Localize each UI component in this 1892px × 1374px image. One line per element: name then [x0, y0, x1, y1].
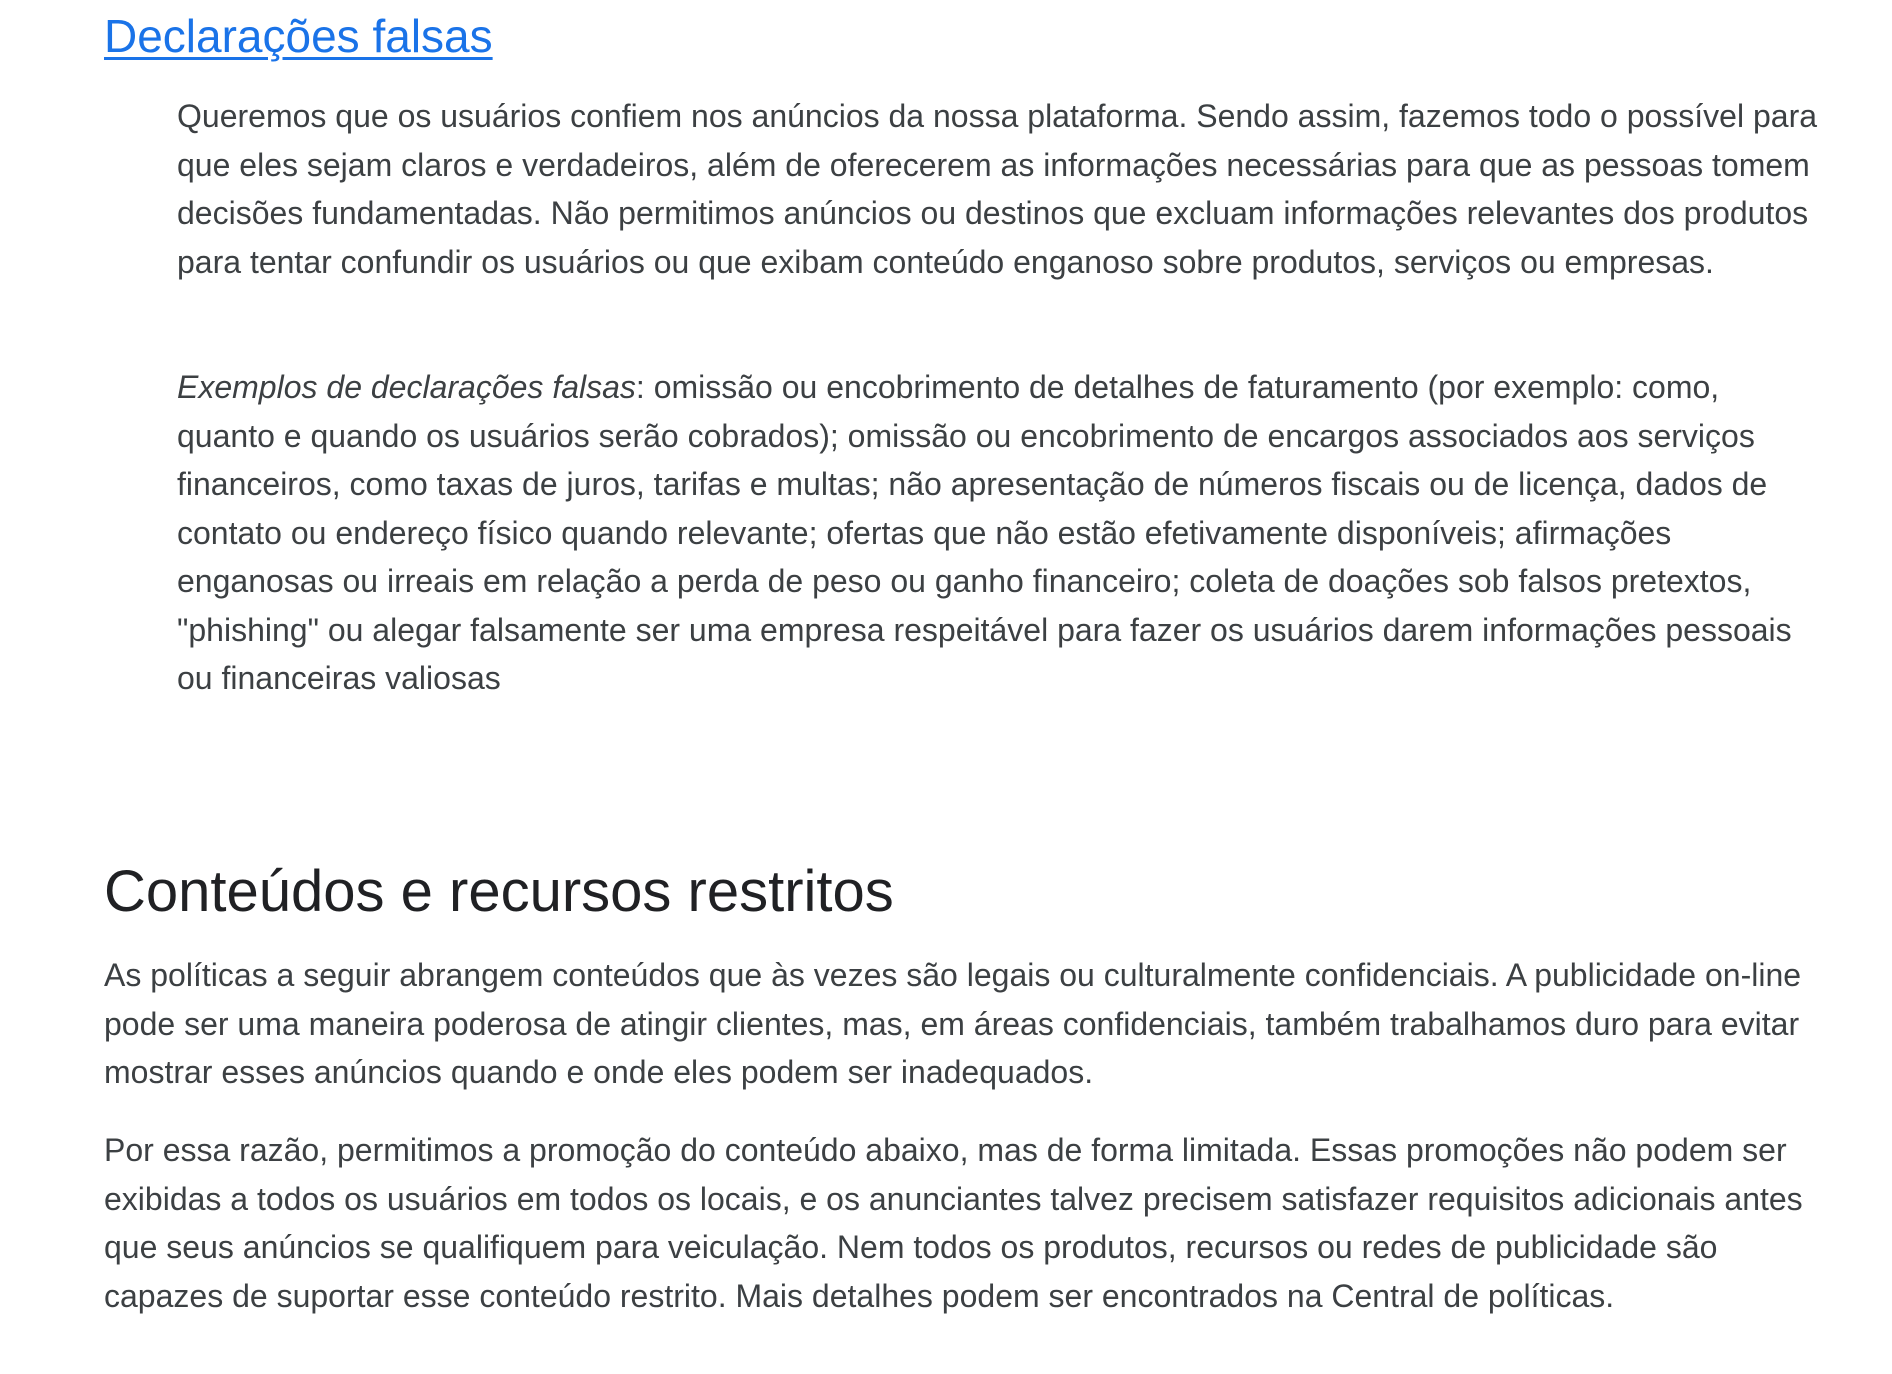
misrepresentation-link[interactable]: Declarações falsas — [104, 10, 493, 62]
restricted-paragraph-1: As políticas a seguir abrangem conteúdos que às vezes são legais ou culturalmente confidenciais. A publicidade on-line pode ser uma maneira poderosa de atingir clientes, mas, em áreas confidenciais, também trabalhamos duro para evitar mostrar esses anúncios quando e onde eles podem ser inadequados. — [104, 957, 1802, 1090]
restricted-content-heading: Conteúdos e recursos restritos — [104, 859, 894, 924]
examples-text: : omissão ou encobrimento de detalhes de faturamento (por exemplo: como, quanto e quando os usuários serão cobrados); omissão ou encobrimento de encargos associados aos serviços financeiros, como taxas de juros, tarifas e multas; não apresentação de números fiscais ou de licença, dados de contato ou endereço físico quando relevante; ofertas que não estão efetivamente disponíveis; afirmações enganosas ou irreais em relação a perda de peso ou ganho financeiro; coleta de doações sob falsos pretextos, "phishing" ou alegar falsamente ser uma empresa respeitável para fazer os usuários darem informações pessoais ou financeiras valiosas — [177, 369, 1792, 696]
examples-label: Exemplos de declarações falsas — [177, 369, 636, 405]
restricted-paragraph-2: Por essa razão, permitimos a promoção do conteúdo abaixo, mas de forma limitada. Essas promoções não podem ser exibidas a todos os usuários em todos os locais, e os anunciantes talvez precisem satisfazer requisitos adicionais antes que seus anúncios se qualifiquem para veiculação. Nem todos os produtos, recursos ou redes de publicidade são capazes de suportar esse conteúdo restrito. Mais detalhes podem ser encontrados na Central de políticas. — [104, 1132, 1803, 1314]
misrepresentation-examples-block — [177, 363, 1817, 703]
misrepresentation-examples — [177, 363, 1817, 703]
misrepresentation-intro-block — [177, 92, 1817, 286]
misrepresentation-intro: Queremos que os usuários confiem nos anúncios da nossa plataforma. Sendo assim, fazemos todo o possível para que eles sejam claros e verdadeiros, além de oferecerem as informações necessárias para que as pessoas tomem decisões fundamentadas. Não permitimos anúncios ou destinos que excluam informações relevantes dos produtos para tentar confundir os usuários ou que exibam conteúdo enganoso sobre produtos, serviços ou empresas. — [177, 98, 1818, 280]
